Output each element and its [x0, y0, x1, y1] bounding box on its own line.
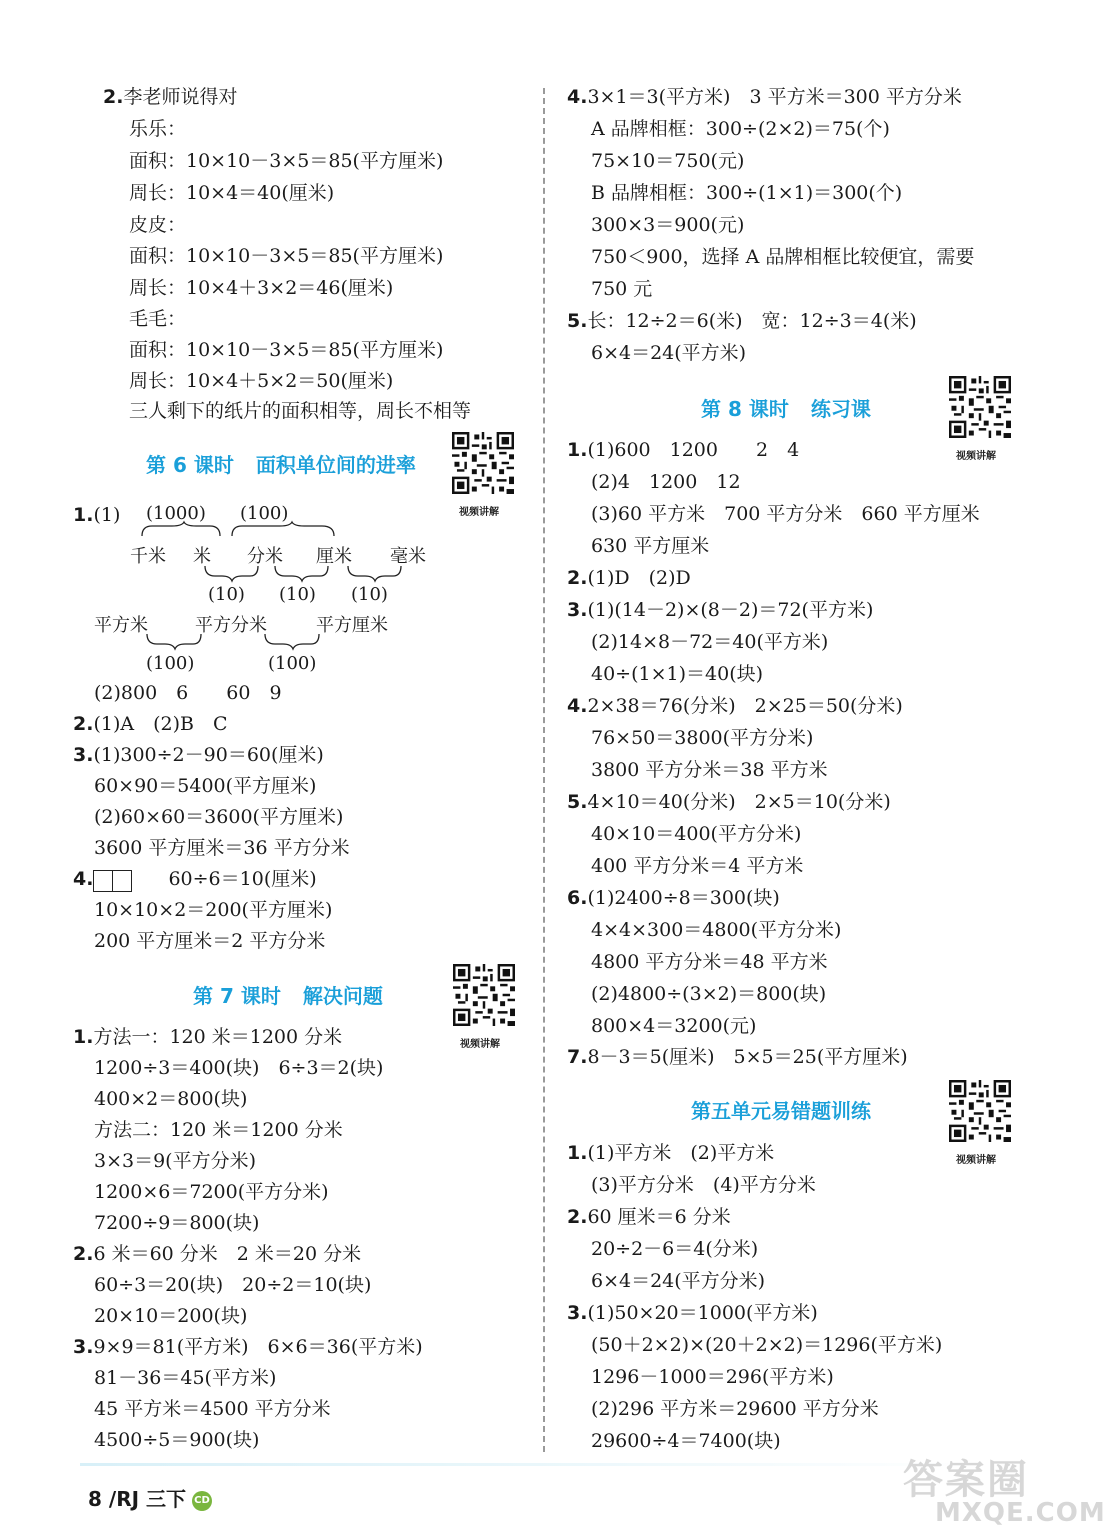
qr-video-label: 视频讲解 — [460, 1039, 500, 1050]
lesson8-q3: 3.(1)(14－2)×(8－2)＝72(平方米) — [567, 599, 874, 621]
column-divider — [543, 88, 545, 1452]
unit5-q3-line: 29600÷4＝7400(块) — [591, 1430, 781, 1452]
lesson7-q2-line: 60÷3＝20(块) 20÷2＝10(块) — [94, 1274, 372, 1296]
bottom-rate-label: (10) — [279, 584, 316, 605]
lesson7-q3-line: 4500÷5＝900(块) — [94, 1429, 260, 1451]
left-q2-line: 毛毛： — [129, 308, 187, 330]
right-q4-line: A 品牌相框：300÷(2×2)＝75(个) — [591, 118, 890, 140]
top-rate-label: (1000) — [146, 503, 206, 524]
unit5-q3: 3.(1)50×20＝1000(平方米) — [567, 1302, 818, 1324]
bottom-rate-label: (10) — [351, 584, 388, 605]
left-q2-line: 三人剩下的纸片的面积相等，周长不相等 — [129, 400, 472, 422]
rectangle-figure-icon — [93, 867, 132, 893]
lesson6-q2: 2.(1)A (2)B C — [73, 713, 228, 735]
unit-label: 毫米 — [390, 546, 426, 567]
lesson6-q1-label: 1.(1) — [73, 504, 121, 526]
lesson6-q3-line: 3600 平方厘米＝36 平方分米 — [94, 837, 350, 859]
lesson8-q1-line: 630 平方厘米 — [591, 535, 710, 557]
watermark: 答案圈 MXQE.COM — [903, 1457, 1106, 1528]
lesson7-q1-line: 7200÷9＝800(块) — [94, 1212, 260, 1234]
lesson8-q6-line: (2)4800÷(3×2)＝800(块) — [591, 983, 827, 1005]
lesson7-q1-line: 方法二：120 米＝1200 分米 — [94, 1119, 343, 1141]
left-q2-line: 2.李老师说得对 — [103, 86, 238, 108]
right-q5: 5.长：12÷2＝6(米) 宽：12÷3＝4(米) — [567, 310, 917, 332]
unit5-q3-line: 1296－1000＝296(平方米) — [591, 1366, 834, 1388]
cd-badge-icon: CD — [192, 1491, 212, 1511]
right-q4-line: 750 元 — [591, 278, 653, 300]
lesson6-q4: 4. 60÷6＝10(厘米) — [73, 866, 317, 893]
unit5-q3-line: (50＋2×2)×(20＋2×2)＝1296(平方米) — [591, 1334, 943, 1356]
lesson8-q6: 6.(1)2400÷8＝300(块) — [567, 887, 780, 909]
lesson7-q2-line: 20×10＝200(块) — [94, 1305, 248, 1327]
left-q2-line: 周长：10×4＝40(厘米) — [129, 182, 335, 204]
lesson7-q1-line: 1200÷3＝400(块) 6÷3＝2(块) — [94, 1057, 384, 1079]
left-q2-line: 面积：10×10－3×5＝85(平方厘米) — [129, 150, 444, 172]
unit5-q2: 2.60 厘米＝6 分米 — [567, 1206, 731, 1228]
lesson8-q1-line: (2)4 1200 12 — [591, 471, 741, 493]
series-label: /RJ 三下 — [108, 1487, 186, 1511]
lesson8-q6-line: 800×4＝3200(元) — [591, 1015, 757, 1037]
qr-video-label: 视频讲解 — [956, 451, 996, 462]
qr-code-icon[interactable] — [453, 964, 515, 1026]
right-q4-line: 750＜900，选择 A 品牌相框比较便宜，需要 — [591, 246, 975, 268]
area-unit-label: 平方分米 — [195, 615, 267, 636]
lesson7-q2: 2.6 米＝60 分米 2 米＝20 分米 — [73, 1243, 362, 1265]
area-unit-label: 平方米 — [94, 615, 148, 636]
lesson8-q1-line: (3)60 平方米 700 平方分米 660 平方厘米 — [591, 503, 980, 525]
lesson7-q1-line: 400×2＝800(块) — [94, 1088, 248, 1110]
lesson6-q3-line: 60×90＝5400(平方厘米) — [94, 775, 317, 797]
area-rate-label: (100) — [268, 653, 317, 674]
right-q5-line: 6×4＝24(平方米) — [591, 342, 747, 364]
left-q2-line: 乐乐： — [129, 118, 187, 140]
lesson8-q4-line: 3800 平方分米＝38 平方米 — [591, 759, 828, 781]
lesson6-title: 第 6 课时 面积单位间的进率 — [146, 453, 416, 477]
lesson8-q3-line: 40÷(1×1)＝40(块) — [591, 663, 764, 685]
lesson6-q4-line: 10×10×2＝200(平方厘米) — [94, 899, 333, 921]
right-q4-line: B 品牌相框：300÷(1×1)＝300(个) — [591, 182, 903, 204]
unit5-q1: 1.(1)平方米 (2)平方米 — [567, 1142, 775, 1164]
lesson8-title: 第 8 课时 练习课 — [701, 397, 871, 421]
unit5-q2-line: 20÷2－6＝4(分米) — [591, 1238, 759, 1260]
qr-video-label: 视频讲解 — [459, 507, 499, 518]
left-q2-line: 面积：10×10－3×5＝85(平方厘米) — [129, 339, 444, 361]
unit5-title: 第五单元易错题训练 — [691, 1099, 871, 1123]
page-footer — [88, 1483, 212, 1512]
unit-label: 厘米 — [316, 546, 352, 567]
lesson7-q1: 1.方法一：120 米＝1200 分米 — [73, 1026, 343, 1048]
qr-code-icon[interactable] — [949, 376, 1011, 438]
lesson7-q3-line: 81－36＝45(平方米) — [94, 1367, 277, 1389]
qr-video-label: 视频讲解 — [956, 1155, 996, 1166]
area-unit-label: 平方厘米 — [316, 615, 388, 636]
bottom-rate-label: (10) — [208, 584, 245, 605]
lesson8-q4-line: 76×50＝3800(平方分米) — [591, 727, 814, 749]
qr-code-icon[interactable] — [452, 432, 514, 494]
lesson6-q4-line: 200 平方厘米＝2 平方分米 — [94, 930, 326, 952]
unit5-q2-line: 6×4＝24(平方分米) — [591, 1270, 766, 1292]
qr-code-icon[interactable] — [949, 1080, 1011, 1142]
lesson7-q3: 3.9×9＝81(平方米) 6×6＝36(平方米) — [73, 1336, 423, 1358]
lesson8-q5: 5.4×10＝40(分米) 2×5＝10(分米) — [567, 791, 891, 813]
unit-label: 分米 — [247, 546, 283, 567]
lesson8-q4: 4.2×38＝76(分米) 2×25＝50(分米) — [567, 695, 903, 717]
left-q2-line: 周长：10×4＋3×2＝46(厘米) — [129, 277, 394, 299]
lesson7-q1-line: 1200×6＝7200(平方分米) — [94, 1181, 329, 1203]
lesson8-q6-line: 4800 平方分米＝48 平方米 — [591, 951, 828, 973]
bottom-braces — [200, 564, 410, 582]
right-q4-line: 300×3＝900(元) — [591, 214, 745, 236]
unit5-q3-line: (2)296 平方米＝29600 平方分米 — [591, 1398, 879, 1420]
lesson8-q7: 7.8－3＝5(厘米) 5×5＝25(平方厘米) — [567, 1046, 908, 1068]
area-rate-label: (100) — [146, 653, 195, 674]
area-braces — [145, 632, 335, 650]
lesson7-title: 第 7 课时 解决问题 — [193, 984, 383, 1008]
lesson6-q1-part2: (2)800 6 60 9 — [94, 682, 282, 704]
top-rate-label: (100) — [240, 503, 289, 524]
lesson7-q3-line: 45 平方米＝4500 平方分米 — [94, 1398, 331, 1420]
left-q2-line: 周长：10×4＋5×2＝50(厘米) — [129, 370, 394, 392]
lesson7-q1-line: 3×3＝9(平方分米) — [94, 1150, 257, 1172]
top-braces — [140, 522, 340, 540]
right-q4-line: 75×10＝750(元) — [591, 150, 745, 172]
unit-label: 米 — [193, 546, 211, 567]
lesson8-q1: 1.(1)600 1200 2 4 — [567, 439, 800, 461]
lesson8-q2: 2.(1)D (2)D — [567, 567, 691, 589]
lesson8-q6-line: 4×4×300＝4800(平方分米) — [591, 919, 842, 941]
question-number: 2. — [103, 86, 124, 108]
unit-label: 千米 — [130, 546, 166, 567]
right-q4: 4.3×1＝3(平方米) 3 平方米＝300 平方分米 — [567, 86, 962, 108]
lesson6-q3: 3.(1)300÷2－90＝60(厘米) — [73, 744, 324, 766]
left-q2-line: 皮皮： — [129, 214, 187, 236]
unit5-q1-line: (3)平方分米 (4)平方分米 — [591, 1174, 816, 1196]
lesson8-q3-line: (2)14×8－72＝40(平方米) — [591, 631, 829, 653]
lesson8-q5-line: 400 平方分米＝4 平方米 — [591, 855, 804, 877]
footer-rule — [80, 1463, 980, 1466]
left-q2-line: 面积：10×10－3×5＝85(平方厘米) — [129, 245, 444, 267]
page-number: 8 — [88, 1487, 102, 1511]
lesson8-q5-line: 40×10＝400(平方分米) — [591, 823, 802, 845]
lesson6-q3-line: (2)60×60＝3600(平方厘米) — [94, 806, 344, 828]
